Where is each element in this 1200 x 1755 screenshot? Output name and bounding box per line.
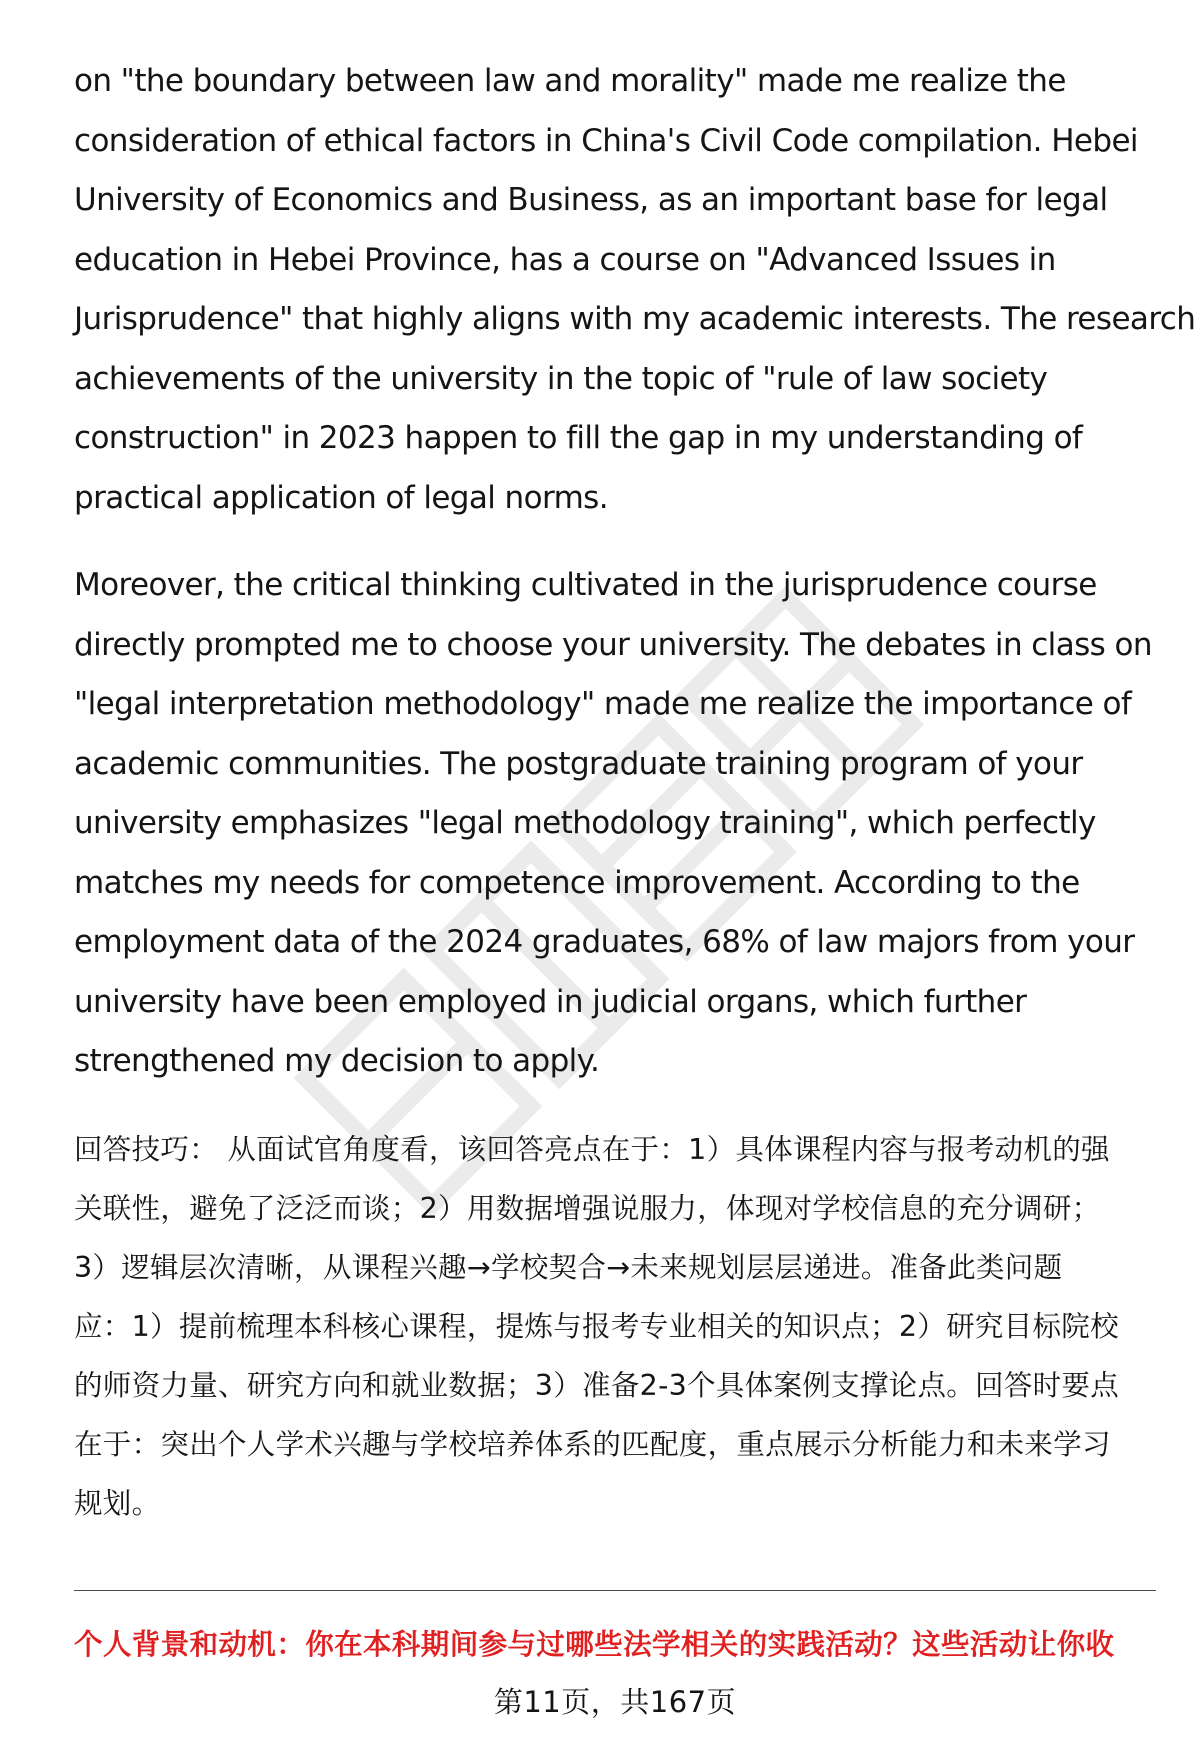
text-line: 在于：突出个人学术兴趣与学校培养体系的匹配度，重点展示分析能力和未来学习 (74, 1427, 1111, 1461)
text-line: 应：1）提前梳理本科核心课程，提炼与报考专业相关的知识点；2）研究目标院校 (74, 1309, 1119, 1343)
text-line: matches my needs for competence improvement. According to the (74, 864, 1080, 901)
text-line: university have been employed in judicial organs, which further (74, 983, 1027, 1020)
section-divider (74, 1590, 1156, 1591)
text-line: strengthened my decision to apply. (74, 1043, 600, 1079)
text-line: 规划。 (74, 1486, 161, 1520)
text-line: education in Hebei Province, has a course on "Advanced Issues in (74, 241, 1056, 278)
text-line: employment data of the 2024 graduates, 68% of law majors from your (74, 924, 1135, 960)
text-line: on "the boundary between law and morality" made me realize the (74, 63, 1066, 99)
text-line: practical application of legal norms. (74, 479, 608, 516)
english-paragraph-2 (74, 556, 1154, 1092)
text-line: Moreover, the critical thinking cultivated in the jurisprudence course (74, 567, 1097, 603)
answer-tips-paragraph (74, 1120, 1154, 1533)
text-line: academic communities. The postgraduate training program of your (74, 745, 1083, 782)
text-line: achievements of the university in the topic of "rule of law society (74, 360, 1048, 397)
text-line: university emphasizes "legal methodology training", which perfectly (74, 805, 1096, 841)
text-line: 回答技巧： 从面试官角度看，该回答亮点在于：1）具体课程内容与报考动机的强 (74, 1132, 1110, 1166)
english-paragraph-1 (74, 52, 1196, 528)
text-line: Jurisprudence" that highly aligns with my academic interests. The research (74, 301, 1196, 337)
text-line: "legal interpretation methodology" made me realize the importance of (74, 686, 1132, 722)
document-body (74, 52, 1196, 1533)
page-number: 第11页，共167页 (493, 1685, 737, 1719)
text-line: consideration of ethical factors in China's Civil Code compilation. Hebei (74, 122, 1138, 159)
text-line: 3）逻辑层次清晰，从课程兴趣→学校契合→未来规划层层递进。准备此类问题 (74, 1250, 1063, 1284)
text-line: University of Economics and Business, as an important base for legal (74, 182, 1108, 218)
text-line: 关联性，避免了泛泛而谈；2）用数据增强说服力，体现对学校信息的充分调研； (74, 1191, 1101, 1225)
text-line: construction" in 2023 happen to fill the gap in my understanding of (74, 420, 1083, 456)
text-line: directly prompted me to choose your university. The debates in class on (74, 626, 1152, 663)
text-line: 的师资力量、研究方向和就业数据；3）准备2-3个具体案例支撑论点。回答时要点 (74, 1368, 1120, 1402)
next-question-heading: 个人背景和动机：你在本科期间参与过哪些法学相关的实践活动？这些活动让你收 (74, 1628, 1115, 1661)
